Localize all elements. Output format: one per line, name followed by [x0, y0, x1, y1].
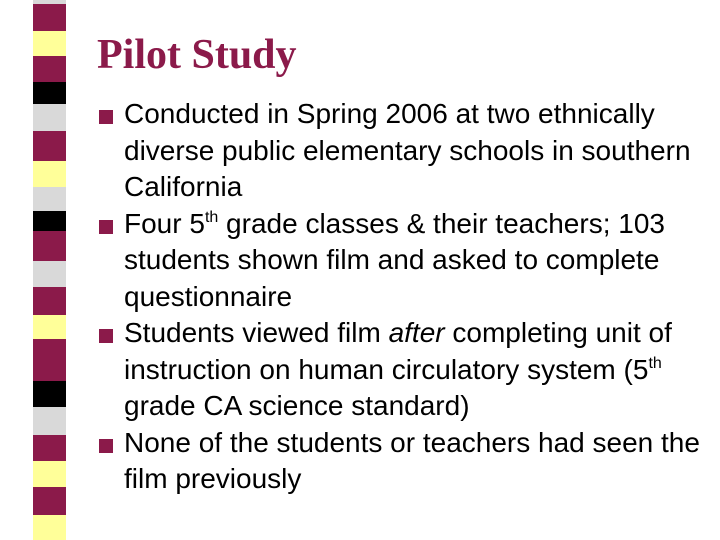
stripe-segment — [33, 461, 66, 487]
stripe-segment — [33, 381, 66, 407]
stripe-segment — [33, 231, 66, 261]
stripe-segment — [33, 131, 66, 161]
bullet-text: Four 5th grade classes & their teachers; 103 students shown film and asked to complete questionnaire — [124, 207, 665, 312]
bullet-text: Students viewed film after completing unit of instruction on human circulatory system (5th grade CA science standard) — [124, 317, 672, 421]
bullet-item — [97, 425, 707, 498]
stripe-segment — [33, 287, 66, 315]
stripe-segment — [33, 82, 66, 104]
stripe-segment — [33, 187, 66, 211]
bullet-text: Conducted in Spring 2006 at two ethnically diverse public elementary schools in southern California — [124, 98, 691, 202]
bullet-item — [97, 315, 707, 425]
stripe-segment — [33, 407, 66, 435]
stripe-segment — [33, 211, 66, 231]
stripe-segment — [33, 339, 66, 381]
stripe-segment — [33, 4, 66, 31]
stripe-segment — [33, 56, 66, 82]
stripe-segment — [33, 435, 66, 461]
stripe-segment — [33, 515, 66, 540]
square-bullet-icon — [99, 439, 113, 453]
square-bullet-icon — [99, 220, 113, 234]
stripe-segment — [33, 261, 66, 287]
stripe-segment — [33, 161, 66, 187]
square-bullet-icon — [99, 329, 113, 343]
decorative-stripe-bar — [33, 0, 66, 540]
bullet-item — [97, 96, 707, 206]
stripe-segment — [33, 104, 66, 131]
slide-title: Pilot Study — [97, 32, 297, 78]
bullet-item — [97, 206, 707, 316]
stripe-segment — [33, 315, 66, 339]
stripe-segment — [33, 487, 66, 515]
bullet-list — [97, 96, 707, 498]
bullet-text: None of the students or teachers had seen the film previously — [124, 426, 700, 494]
stripe-segment — [33, 31, 66, 56]
square-bullet-icon — [99, 110, 113, 124]
